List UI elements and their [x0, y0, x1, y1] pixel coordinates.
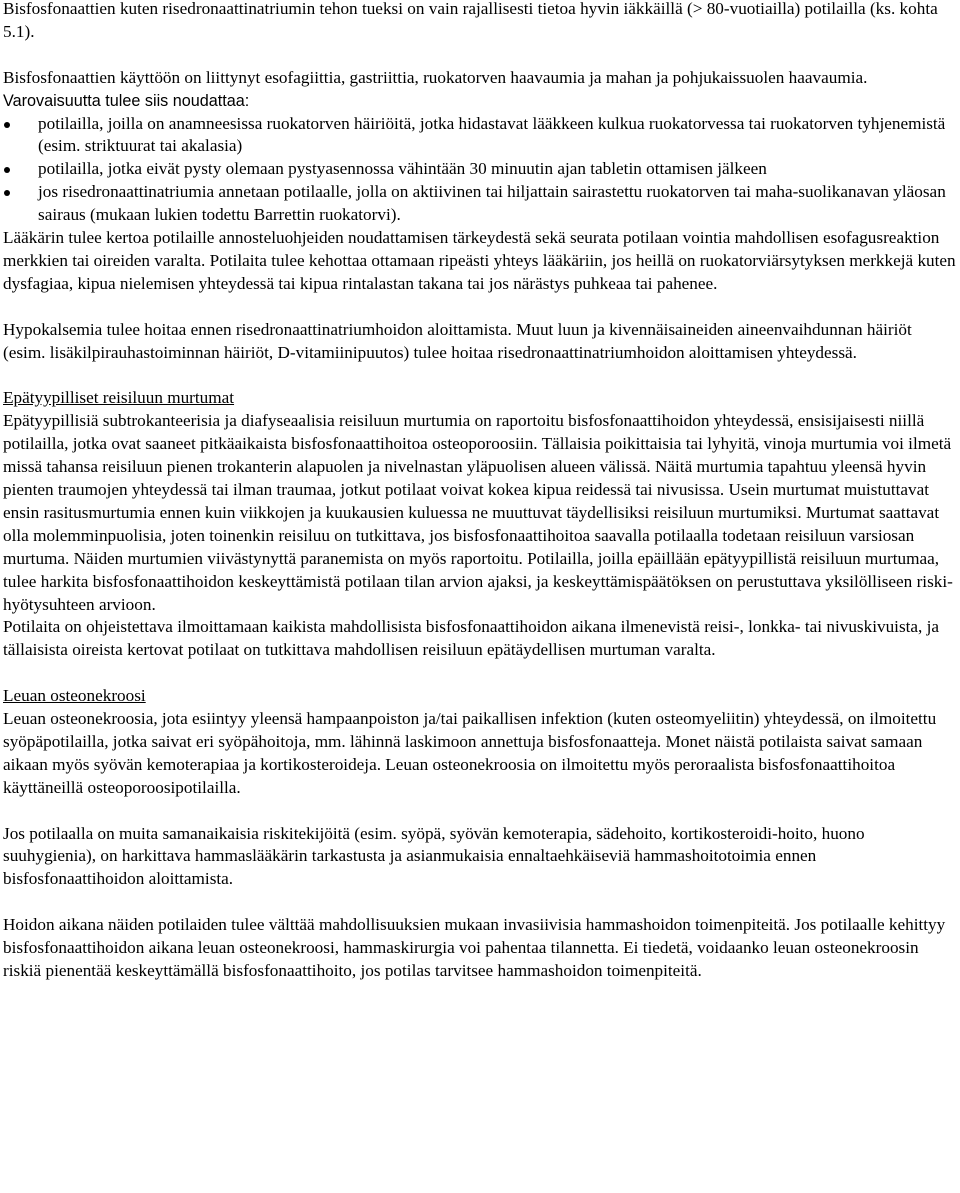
- spacer: [3, 364, 956, 387]
- paragraph-esophageal-warning: [3, 67, 956, 113]
- esophageal-warning-text: Bisfosfonaattien käyttöön on liittynyt esofagiittia, gastriittia, ruokatorven haavaumia ja mahan ja pohjukaissuolen haavaumia.: [3, 67, 868, 87]
- bullet-icon: [4, 190, 10, 196]
- bullet-icon: [4, 122, 10, 128]
- caution-list: [3, 113, 956, 228]
- spacer: [3, 44, 956, 67]
- spacer: [3, 800, 956, 823]
- list-item: potilailla, joilla on anamneesissa ruokatorven häiriöitä, jotka hidastavat lääkkeen kulkua ruokatorvessa tai ruokatorven tyhjenemistä (esim. striktuurat tai akalasia): [3, 113, 956, 159]
- paragraph-during-treatment: Hoidon aikana näiden potilaiden tulee välttää mahdollisuuksien mukaan invasiivisia hammashoidon toimenpiteitä. Jos potilaalle kehittyy bisfosfonaattihoidon aikana leuan osteonekroosi, hammaskirurgia voi pahentaa tilannetta. Ei tiedetä, voidaanko leuan osteonekroosin riskiä pienentää keskeyttämällä bisfosfonaattihoito, jos potilas tarvitsee hammashoidon toimenpiteitä.: [3, 915, 946, 980]
- heading-jaw-osteonecrosis: Leuan osteonekroosi: [3, 686, 146, 706]
- list-item: potilailla, jotka eivät pysty olemaan pystyasennossa vähintään 30 minuutin ajan tabletin ottamisen jälkeen: [3, 158, 956, 181]
- heading-atypical-femur-fractures: Epätyypilliset reisiluun murtumat: [3, 388, 235, 408]
- spacer: [3, 662, 956, 685]
- paragraph-jaw-osteonecrosis: Leuan osteonekroosia, jota esiintyy yleensä hampaanpoiston ja/tai paikallisen infektion (kuten osteomyeliitin) yhteydessä, on ilmoitettu syöpäpotilailla, jotka saivat eri syöpähoitoja, mm. lähinnä laskimoon annettuja bisfosfonaatteja. Monet näistä potilaista saivat samaan aikaan myös syövän kemoterapiaa ja kortikosteroideja. Leuan osteonekroosia on ilmoitettu myös peroraalista bisfosfonaattihoitoa käyttäneillä osteoporoosipotilailla.: [3, 709, 937, 797]
- list-item: jos risedronaattinatriumia annetaan potilaalle, jolla on aktiivinen tai hiljattain sairastettu ruokatorven tai maha-suolikanavan yläosan sairaus (mukaan lukien todettu Barrettin ruokatorvi).: [3, 181, 956, 227]
- paragraph-atypical-fractures: Epätyypillisiä subtrokanteerisia ja diafyseaalisia reisiluun murtumia on raportoitu bisfosfonaattihoidon yhteydessä, ensisijaisesti niillä potilailla, jotka ovat saaneet pitkäaikaista bisfosfonaattihoitoa osteoporoosiin. Tällaisia poikittaisia tai lyhyitä, vinoja murtumia voi ilmetä missä tahansa reisiluun pienen trokanterin alapuolen ja nivelnastan yläpuolisen alueen välissä. Näitä murtumia tapahtuu yleensä hyvin pienten traumojen yhteydessä tai ilman traumaa, jotkut potilaat voivat kokea kipua reidessä tai nivusissa. Usein murtumat muistuttavat ensin rasitusmurtumia ennen kuin viikkojen ja kuukausien kuluessa ne muuttuvat täydellisiksi reisiluun murtumiksi. Murtumat saattavat olla molemminpuolisia, joten toinenkin reisiluu on tutkittava, jos bisfosfonaattihoitoa saavalla potilaalla todetaan reisiluun varsiosan murtuma. Näiden murtumien viivästynyttä paranemista on myös raportoitu. Potilailla, joilla epäillään epätyypillistä reisiluun murtumaa, tulee harkita bisfosfonaattihoidon keskeyttämistä potilaan tilan arvion ajaksi, ja keskeyttämispäätöksen on perustuttava yksilölliseen riski-hyötysuhteen arvioon.: [3, 411, 953, 614]
- caution-lead-in: Varovaisuutta tulee siis noudattaa:: [3, 91, 250, 110]
- spacer: [3, 296, 956, 319]
- paragraph-hypocalcemia: Hypokalsemia tulee hoitaa ennen risedronaattinatriumhoidon aloittamista. Muut luun ja kivennäisaineiden aineenvaihdunnan häiriöt (esim. lisäkilpirauhastoiminnan häiriöt, D-vitamiinipuutos) tulee hoitaa risedronaattinatriumhoidon aloittamisen yhteydessä.: [3, 319, 912, 362]
- paragraph-risk-factors: Jos potilaalla on muita samanaikaisia riskitekijöitä (esim. syöpä, syövän kemoterapia, sädehoito, kortikosteroidi-hoito, huono suuhygienia), on harkittava hammaslääkärin tarkastusta ja asianmukaisia ennaltaehkäiseviä hammashoitotoimia ennen bisfosfonaattihoidon aloittamista.: [3, 823, 865, 889]
- paragraph-report-pain: Potilaita on ohjeistettava ilmoittamaan kaikista mahdollisista bisfosfonaattihoidon aikana ilmenevistä reisi-, lonkka- tai nivuskivuista, ja tällaisista oireista kertovat potilaat on tutkittava mahdollisen reisiluun epätäydellisen murtuman varalta.: [3, 617, 940, 660]
- bullet-icon: [4, 167, 10, 173]
- spacer: [3, 891, 956, 914]
- paragraph-elderly-efficacy: Bisfosfonaattien kuten risedronaattinatriumin tehon tueksi on vain rajallisesti tietoa hyvin iäkkäillä (> 80-vuotiailla) potilailla (ks. kohta 5.1).: [3, 0, 938, 41]
- paragraph-physician-instructions: Lääkärin tulee kertoa potilaille annosteluohjeiden noudattamisen tärkeydestä sekä seurata potilaan vointia mahdollisen esofagusreaktion merkkien tai oireiden varalta. Potilaita tulee kehottaa ottamaan ripeästi yhteys lääkäriin, jos heillä on ruokatorviärsytyksen merkkejä kuten dysfagiaa, kipua nielemisen yhteydessä tai kipua rintalastan takana tai jos närästys puhkeaa tai pahenee.: [3, 228, 956, 293]
